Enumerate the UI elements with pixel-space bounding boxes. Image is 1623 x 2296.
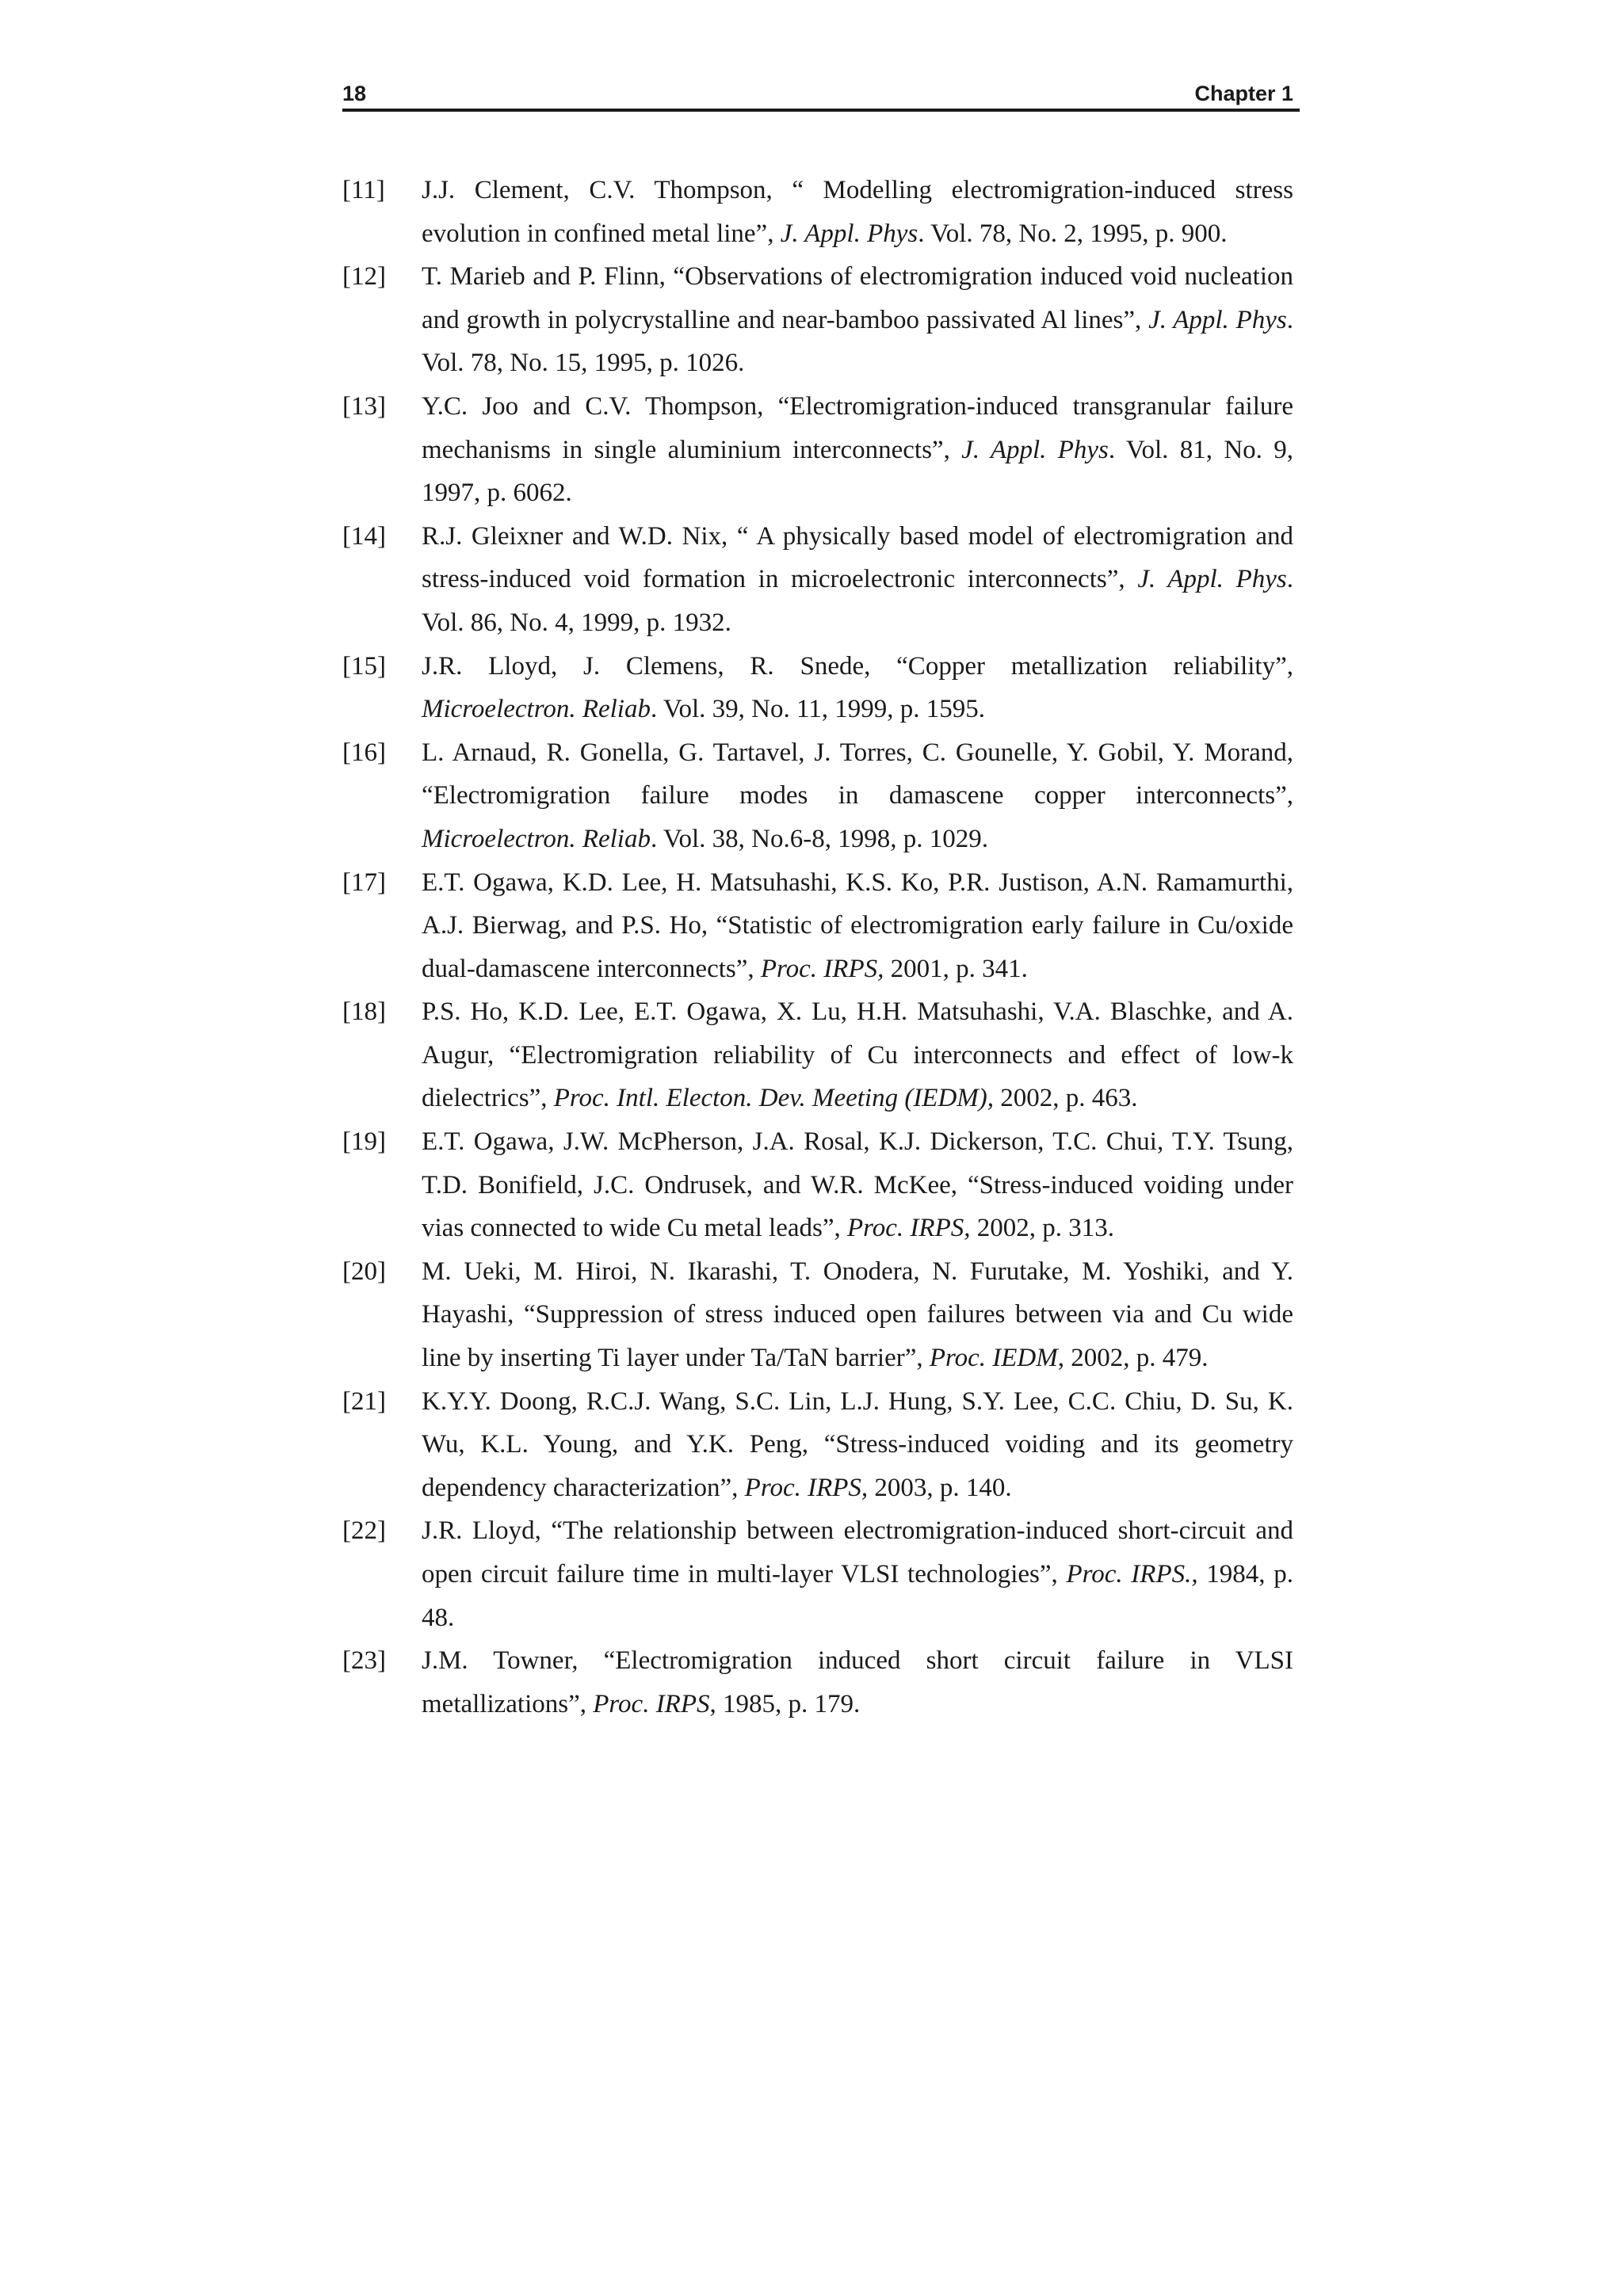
reference-source-italic: Microelectron. Reliab [422, 824, 651, 853]
chapter-label: Chapter 1 [1194, 82, 1293, 105]
reference-list [342, 169, 1293, 1726]
reference-number: [21] [342, 1386, 386, 1416]
header-rule [342, 109, 1300, 112]
reference-text [422, 997, 1293, 1112]
reference-text-segment: K.Y.Y. Doong, R.C.J. Wang, S.C. Lin, L.J. Hung, S.Y. Lee, C.C. Chiu, D. Su, K. Wu, K.L. Young, and Y.K. Peng, “Stress-induced voiding and its geometry dependency characterization”, [422, 1386, 1293, 1502]
reference-text-segment: J.R. Lloyd, “The relationship between electromigration-induced short-circuit and open circuit failure time in multi-layer VLSI technologies”, [422, 1516, 1293, 1589]
reference-entry [342, 1639, 1293, 1726]
reference-text [422, 1127, 1293, 1242]
reference-source-italic: Proc. IRPS, [847, 1214, 971, 1243]
reference-number: [22] [342, 1516, 386, 1546]
reference-entry [342, 255, 1293, 385]
reference-number: [17] [342, 868, 386, 897]
reference-number: [14] [342, 521, 386, 551]
reference-text [422, 1516, 1293, 1631]
reference-text-segment: . Vol. 39, No. 11, 1999, p. 1595. [650, 695, 985, 724]
reference-number: [15] [342, 651, 386, 681]
reference-entry [342, 861, 1293, 991]
reference-text-segment: . Vol. 86, No. 4, 1999, p. 1932. [422, 565, 1293, 637]
reference-text-segment: 2001, p. 341. [884, 954, 1028, 983]
reference-source-italic: J. Appl. Phys [780, 219, 918, 248]
reference-source-italic: Proc. IEDM [929, 1344, 1058, 1373]
reference-text-segment: P.S. Ho, K.D. Lee, E.T. Ogawa, X. Lu, H.H. Matsuhashi, V.A. Blaschke, and A. Augur, “Electromigration reliability of Cu interconnects and effect of low-k dielectrics”, [422, 997, 1293, 1113]
running-head [342, 76, 1300, 111]
reference-text-segment: Y.C. Joo and C.V. Thompson, “Electromigration-induced transgranular failure mechanisms in single aluminium interconnects”, [422, 391, 1293, 464]
reference-source-italic: J. Appl. Phys [1137, 565, 1287, 594]
reference-text [422, 1387, 1293, 1502]
reference-number: [19] [342, 1127, 386, 1157]
reference-entry [342, 645, 1293, 731]
reference-text [422, 1646, 1293, 1718]
reference-text-segment: 2002, p. 463. [994, 1084, 1138, 1113]
reference-text [422, 522, 1293, 637]
reference-text-segment: 1984, p. 48. [422, 1560, 1293, 1632]
reference-number: [18] [342, 997, 386, 1027]
reference-text-segment: E.T. Ogawa, K.D. Lee, H. Matsuhashi, K.S. Ko, P.R. Justison, A.N. Ramamurthi, A.J. Bierwag, and P.S. Ho, “Statistic of electromigration early failure in Cu/oxide dual-damascene interconnects”, [422, 868, 1293, 983]
reference-text [422, 1257, 1293, 1372]
reference-text [422, 868, 1293, 983]
reference-text-segment: 2002, p. 313. [970, 1214, 1114, 1243]
reference-text-segment: J.R. Lloyd, J. Clemens, R. Snede, “Copper metallization reliability”, [422, 651, 1293, 681]
reference-text-segment: T. Marieb and P. Flinn, “Observations of electromigration induced void nucleation and growth in polycrystalline and near-bamboo passivated Al lines”, [422, 262, 1293, 334]
reference-entry [342, 385, 1293, 515]
reference-text [422, 652, 1293, 724]
reference-number: [16] [342, 738, 386, 767]
page-number: 18 [342, 82, 367, 105]
reference-source-italic: Proc. IRPS [593, 1689, 710, 1718]
reference-text-segment: 2003, p. 140. [868, 1473, 1012, 1502]
reference-entry [342, 1250, 1293, 1380]
reference-text [422, 392, 1293, 507]
reference-text [422, 738, 1293, 853]
reference-number: [20] [342, 1257, 386, 1286]
reference-text [422, 262, 1293, 377]
reference-number: [12] [342, 262, 386, 292]
reference-number: [13] [342, 391, 386, 421]
reference-entry [342, 169, 1293, 255]
reference-entry [342, 990, 1293, 1120]
reference-number: [11] [342, 176, 385, 204]
reference-source-italic: Proc. IRPS., [1066, 1560, 1198, 1589]
reference-source-italic: Proc. IRPS, [744, 1473, 869, 1502]
reference-source-italic: J. Appl. Phys [961, 435, 1109, 464]
reference-text-segment: . Vol. 78, No. 2, 1995, p. 900. [918, 219, 1228, 248]
reference-source-italic: Microelectron. Reliab [422, 695, 651, 724]
reference-text-segment: J.J. Clement, C.V. Thompson, “ Modelling electromigration-induced stress evolution in confined metal line”, [422, 176, 1293, 248]
reference-entry [342, 515, 1293, 645]
reference-number: [23] [342, 1646, 386, 1676]
reference-text-segment: . Vol. 81, No. 9, 1997, p. 6062. [422, 435, 1294, 508]
reference-entry [342, 731, 1293, 861]
reference-text-segment: . Vol. 78, No. 15, 1995, p. 1026. [422, 305, 1293, 378]
reference-text-segment: . Vol. 38, No.6-8, 1998, p. 1029. [650, 824, 988, 853]
reference-text-segment: J.M. Towner, “Electromigration induced short circuit failure in VLSI metallizations”, [422, 1646, 1293, 1718]
reference-text-segment: M. Ueki, M. Hiroi, N. Ikarashi, T. Onodera, N. Furutake, M. Yoshiki, and Y. Hayashi, “Suppression of stress induced open failures between via and Cu wide line by inserting Ti layer under Ta/TaN barrier”, [422, 1257, 1293, 1373]
reference-text-segment: , 2002, p. 479. [1057, 1344, 1209, 1373]
reference-text-segment: L. Arnaud, R. Gonella, G. Tartavel, J. Torres, C. Gounelle, Y. Gobil, Y. Morand, “Electromigration failure modes in damascene copper interconnects”, [422, 738, 1293, 810]
reference-source-italic: Proc. Intl. Electon. Dev. Meeting (IEDM), [553, 1084, 995, 1113]
reference-source-italic: Proc. IRPS, [760, 954, 884, 983]
reference-entry [342, 1509, 1293, 1639]
reference-text-segment: , 1985, p. 179. [709, 1689, 861, 1718]
reference-text [422, 176, 1293, 248]
reference-text-segment: R.J. Gleixner and W.D. Nix, “ A physically based model of electromigration and stress-induced void formation in microelectronic interconnects”, [422, 521, 1293, 594]
reference-text-segment: E.T. Ogawa, J.W. McPherson, J.A. Rosal, K.J. Dickerson, T.C. Chui, T.Y. Tsung, T.D. Bonifield, J.C. Ondrusek, and W.R. McKee, “Stress-induced voiding under vias connected to wide Cu metal leads”, [422, 1127, 1293, 1243]
reference-entry [342, 1380, 1293, 1510]
reference-source-italic: J. Appl. Phys [1148, 305, 1287, 334]
reference-entry [342, 1120, 1293, 1250]
